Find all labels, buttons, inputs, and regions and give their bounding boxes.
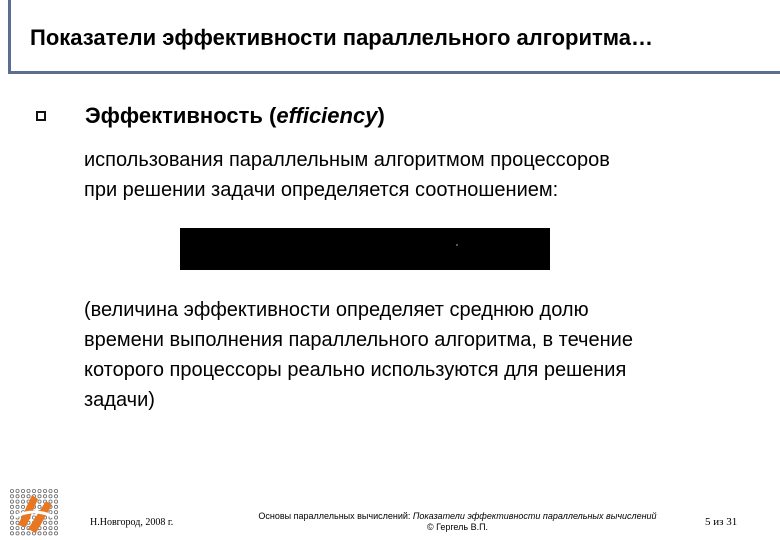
page-number: 5 из 31 xyxy=(705,516,738,528)
definition-line-1: использования параллельным алгоритмом процессоров xyxy=(84,149,610,171)
formula-image xyxy=(180,228,550,270)
footer-location-date: Н.Новгород, 2008 г. xyxy=(90,517,174,528)
bullet-heading-italic: efficiency xyxy=(276,103,378,128)
university-logo-icon xyxy=(8,487,60,537)
footer-author: © Гергель В.П. xyxy=(426,522,489,532)
bullet-heading-close: ) xyxy=(377,103,385,128)
explanation-line-4: задачи) xyxy=(84,389,155,411)
formula-dot xyxy=(456,244,458,246)
footer-course-topic: Показатели эффективности параллельных вычислений xyxy=(412,511,657,521)
bullet-heading xyxy=(85,103,385,129)
explanation-line-2: времени выполнения параллельного алгоритма, в течение xyxy=(84,329,633,351)
footer-course-info xyxy=(255,511,660,533)
bullet-heading-text: Эффективность ( xyxy=(85,103,277,128)
square-bullet-icon xyxy=(36,111,46,121)
definition-paragraph xyxy=(84,145,610,205)
definition-line-2: при решении задачи определяется соотношением: xyxy=(84,179,559,201)
explanation-line-1: (величина эффективности определяет среднюю долю xyxy=(84,299,589,321)
footer-course-prefix: Основы параллельных вычислений: xyxy=(258,511,413,521)
explanation-line-3: которого процессоры реально используются для решения xyxy=(84,359,627,381)
page-title: Показатели эффективности параллельного алгоритма… xyxy=(30,25,654,50)
explanation-paragraph xyxy=(84,295,633,415)
